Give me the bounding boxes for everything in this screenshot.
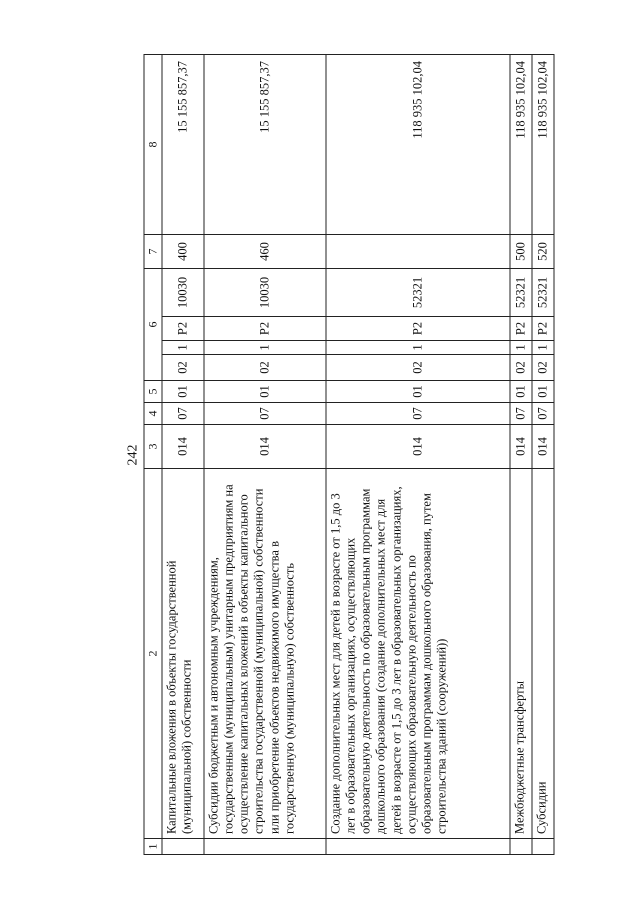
row-name: Капитальные вложения в объекты государственной (муниципальной) собственности [162,469,204,839]
row-csr-code: 52321 [510,269,532,317]
row-cell-1 [162,839,204,855]
row-csr-code: 52321 [532,269,554,317]
row-amount: 118 935 102,04 [326,55,510,235]
row-grbs: 014 [326,425,510,469]
row-vr: 460 [204,235,326,269]
row-name: Субсидии бюджетным и автономным учреждениям, государственным (муниципальным) унитарным предприятиям на осуществление капитальных вложений в объекты капитального строительства государственной (муниципальной) собственности или приобретение объектов недвижимого имущества в государственную (муниципальную) собственность [204,469,326,839]
row-grbs: 014 [162,425,204,469]
row-csr-project: P2 [162,317,204,341]
header-col-6: 6 [144,269,162,381]
budget-table [144,54,555,855]
row-rz: 07 [204,403,326,425]
row-pr: 01 [162,381,204,403]
header-col-8: 8 [144,55,162,235]
row-csr-subprogram: 1 [532,341,554,355]
row-cell-1 [326,839,510,855]
row-name: Создание дополнительных мест для детей в возрасте от 1,5 до 3 лет в образовательных организациях, осуществляющих образовательную деятельность по образовательным программам дошкольного образования (создание дополнительных мест для детей в возрасте от 1,5 до 3 лет в образовательных организациях, осуществляющих образовательную деятельность по образовательным программам дошкольного образования, путем строительства зданий (сооружений)) [326,469,510,839]
document-page [108,45,549,865]
row-csr-program: 02 [326,355,510,381]
row-vr: 400 [162,235,204,269]
row-csr-subprogram: 1 [326,341,510,355]
table-row [162,55,204,855]
row-pr: 01 [204,381,326,403]
row-amount: 15 155 857,37 [204,55,326,235]
row-grbs: 014 [532,425,554,469]
table-row [326,55,510,855]
table-row [204,55,326,855]
row-amount: 118 935 102,04 [510,55,532,235]
row-csr-code: 10030 [162,269,204,317]
row-amount: 118 935 102,04 [532,55,554,235]
row-cell-1 [510,839,532,855]
row-name: Субсидии [532,469,554,839]
page-number: 242 [125,444,141,466]
row-csr-project: P2 [532,317,554,341]
row-rz: 07 [326,403,510,425]
header-col-3: 3 [144,425,162,469]
row-csr-program: 02 [532,355,554,381]
row-csr-code: 10030 [204,269,326,317]
row-cell-1 [532,839,554,855]
row-csr-subprogram: 1 [510,341,532,355]
row-vr [326,235,510,269]
row-rz: 07 [510,403,532,425]
row-csr-subprogram: 1 [162,341,204,355]
row-csr-program: 02 [510,355,532,381]
row-pr: 01 [326,381,510,403]
row-pr: 01 [532,381,554,403]
row-csr-code: 52321 [326,269,510,317]
header-col-4: 4 [144,403,162,425]
row-csr-project: P2 [510,317,532,341]
row-csr-program: 02 [162,355,204,381]
header-row [144,55,162,855]
row-vr: 520 [532,235,554,269]
header-col-7: 7 [144,235,162,269]
row-vr: 500 [510,235,532,269]
row-csr-project: P2 [204,317,326,341]
row-csr-subprogram: 1 [204,341,326,355]
row-amount: 15 155 857,37 [162,55,204,235]
header-col-5: 5 [144,381,162,403]
table-row [510,55,532,855]
row-csr-program: 02 [204,355,326,381]
row-name: Межбюджетные трансферты [510,469,532,839]
row-rz: 07 [532,403,554,425]
row-csr-project: P2 [326,317,510,341]
row-grbs: 014 [510,425,532,469]
row-rz: 07 [162,403,204,425]
header-col-2: 2 [144,469,162,839]
row-grbs: 014 [204,425,326,469]
table-row [532,55,554,855]
row-cell-1 [204,839,326,855]
row-pr: 01 [510,381,532,403]
header-col-1: 1 [144,839,162,855]
